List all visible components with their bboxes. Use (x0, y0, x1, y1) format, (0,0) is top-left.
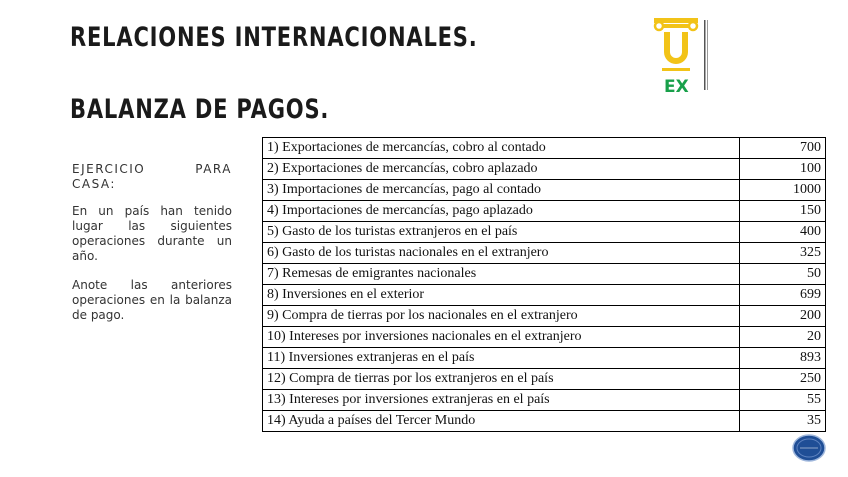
table-row (263, 201, 826, 222)
table-row (263, 327, 826, 348)
operation-description: 8) Inversiones en el exterior (263, 285, 740, 306)
table-row (263, 390, 826, 411)
table-row (263, 369, 826, 390)
operation-value: 150 (740, 201, 826, 222)
operation-value: 200 (740, 306, 826, 327)
table-row (263, 222, 826, 243)
operation-description: 4) Importaciones de mercancías, pago aplazado (263, 201, 740, 222)
operation-description: 14) Ayuda a países del Tercer Mundo (263, 411, 740, 432)
table-row (263, 243, 826, 264)
operations-table (262, 137, 826, 432)
uex-logo (652, 16, 714, 94)
operation-description: 1) Exportaciones de mercancías, cobro al contado (263, 138, 740, 159)
operation-description: 3) Importaciones de mercancías, pago al contado (263, 180, 740, 201)
exercise-paragraph-2: Anote las anteriores operaciones en la balanza de pago. (72, 278, 232, 322)
operation-value: 35 (740, 411, 826, 432)
operation-value: 1000 (740, 180, 826, 201)
table-row (263, 411, 826, 432)
operation-description: 2) Exportaciones de mercancías, cobro aplazado (263, 159, 740, 180)
slide-nav-icon[interactable] (792, 434, 826, 462)
table-row (263, 159, 826, 180)
operation-value: 250 (740, 369, 826, 390)
page-subtitle: BALANZA DE PAGOS. (70, 94, 330, 125)
page-title: RELACIONES INTERNACIONALES. (70, 22, 478, 53)
table-row (263, 264, 826, 285)
operation-description: 10) Intereses por inversiones nacionales en el extranjero (263, 327, 740, 348)
operation-value: 699 (740, 285, 826, 306)
operation-value: 325 (740, 243, 826, 264)
operation-value: 893 (740, 348, 826, 369)
table-row (263, 285, 826, 306)
table-row (263, 348, 826, 369)
table-row (263, 138, 826, 159)
operation-value: 55 (740, 390, 826, 411)
table-row (263, 306, 826, 327)
operation-description: 13) Intereses por inversiones extranjeras en el país (263, 390, 740, 411)
exercise-heading: EJERCICIO PARA CASA: (72, 162, 232, 191)
operation-description: 12) Compra de tierras por los extranjeros en el país (263, 369, 740, 390)
operation-description: 5) Gasto de los turistas extranjeros en el país (263, 222, 740, 243)
operation-description: 6) Gasto de los turistas nacionales en el extranjero (263, 243, 740, 264)
operation-value: 700 (740, 138, 826, 159)
exercise-paragraph-1: En un país han tenido lugar las siguientes operaciones durante un año. (72, 204, 232, 263)
operation-value: 50 (740, 264, 826, 285)
operation-description: 7) Remesas de emigrantes nacionales (263, 264, 740, 285)
operation-value: 400 (740, 222, 826, 243)
operation-value: 20 (740, 327, 826, 348)
operation-value: 100 (740, 159, 826, 180)
svg-text:EX: EX (664, 77, 689, 94)
operation-description: 11) Inversiones extranjeras en el país (263, 348, 740, 369)
operation-description: 9) Compra de tierras por los nacionales en el extranjero (263, 306, 740, 327)
exercise-instructions (72, 162, 232, 337)
table-row (263, 180, 826, 201)
